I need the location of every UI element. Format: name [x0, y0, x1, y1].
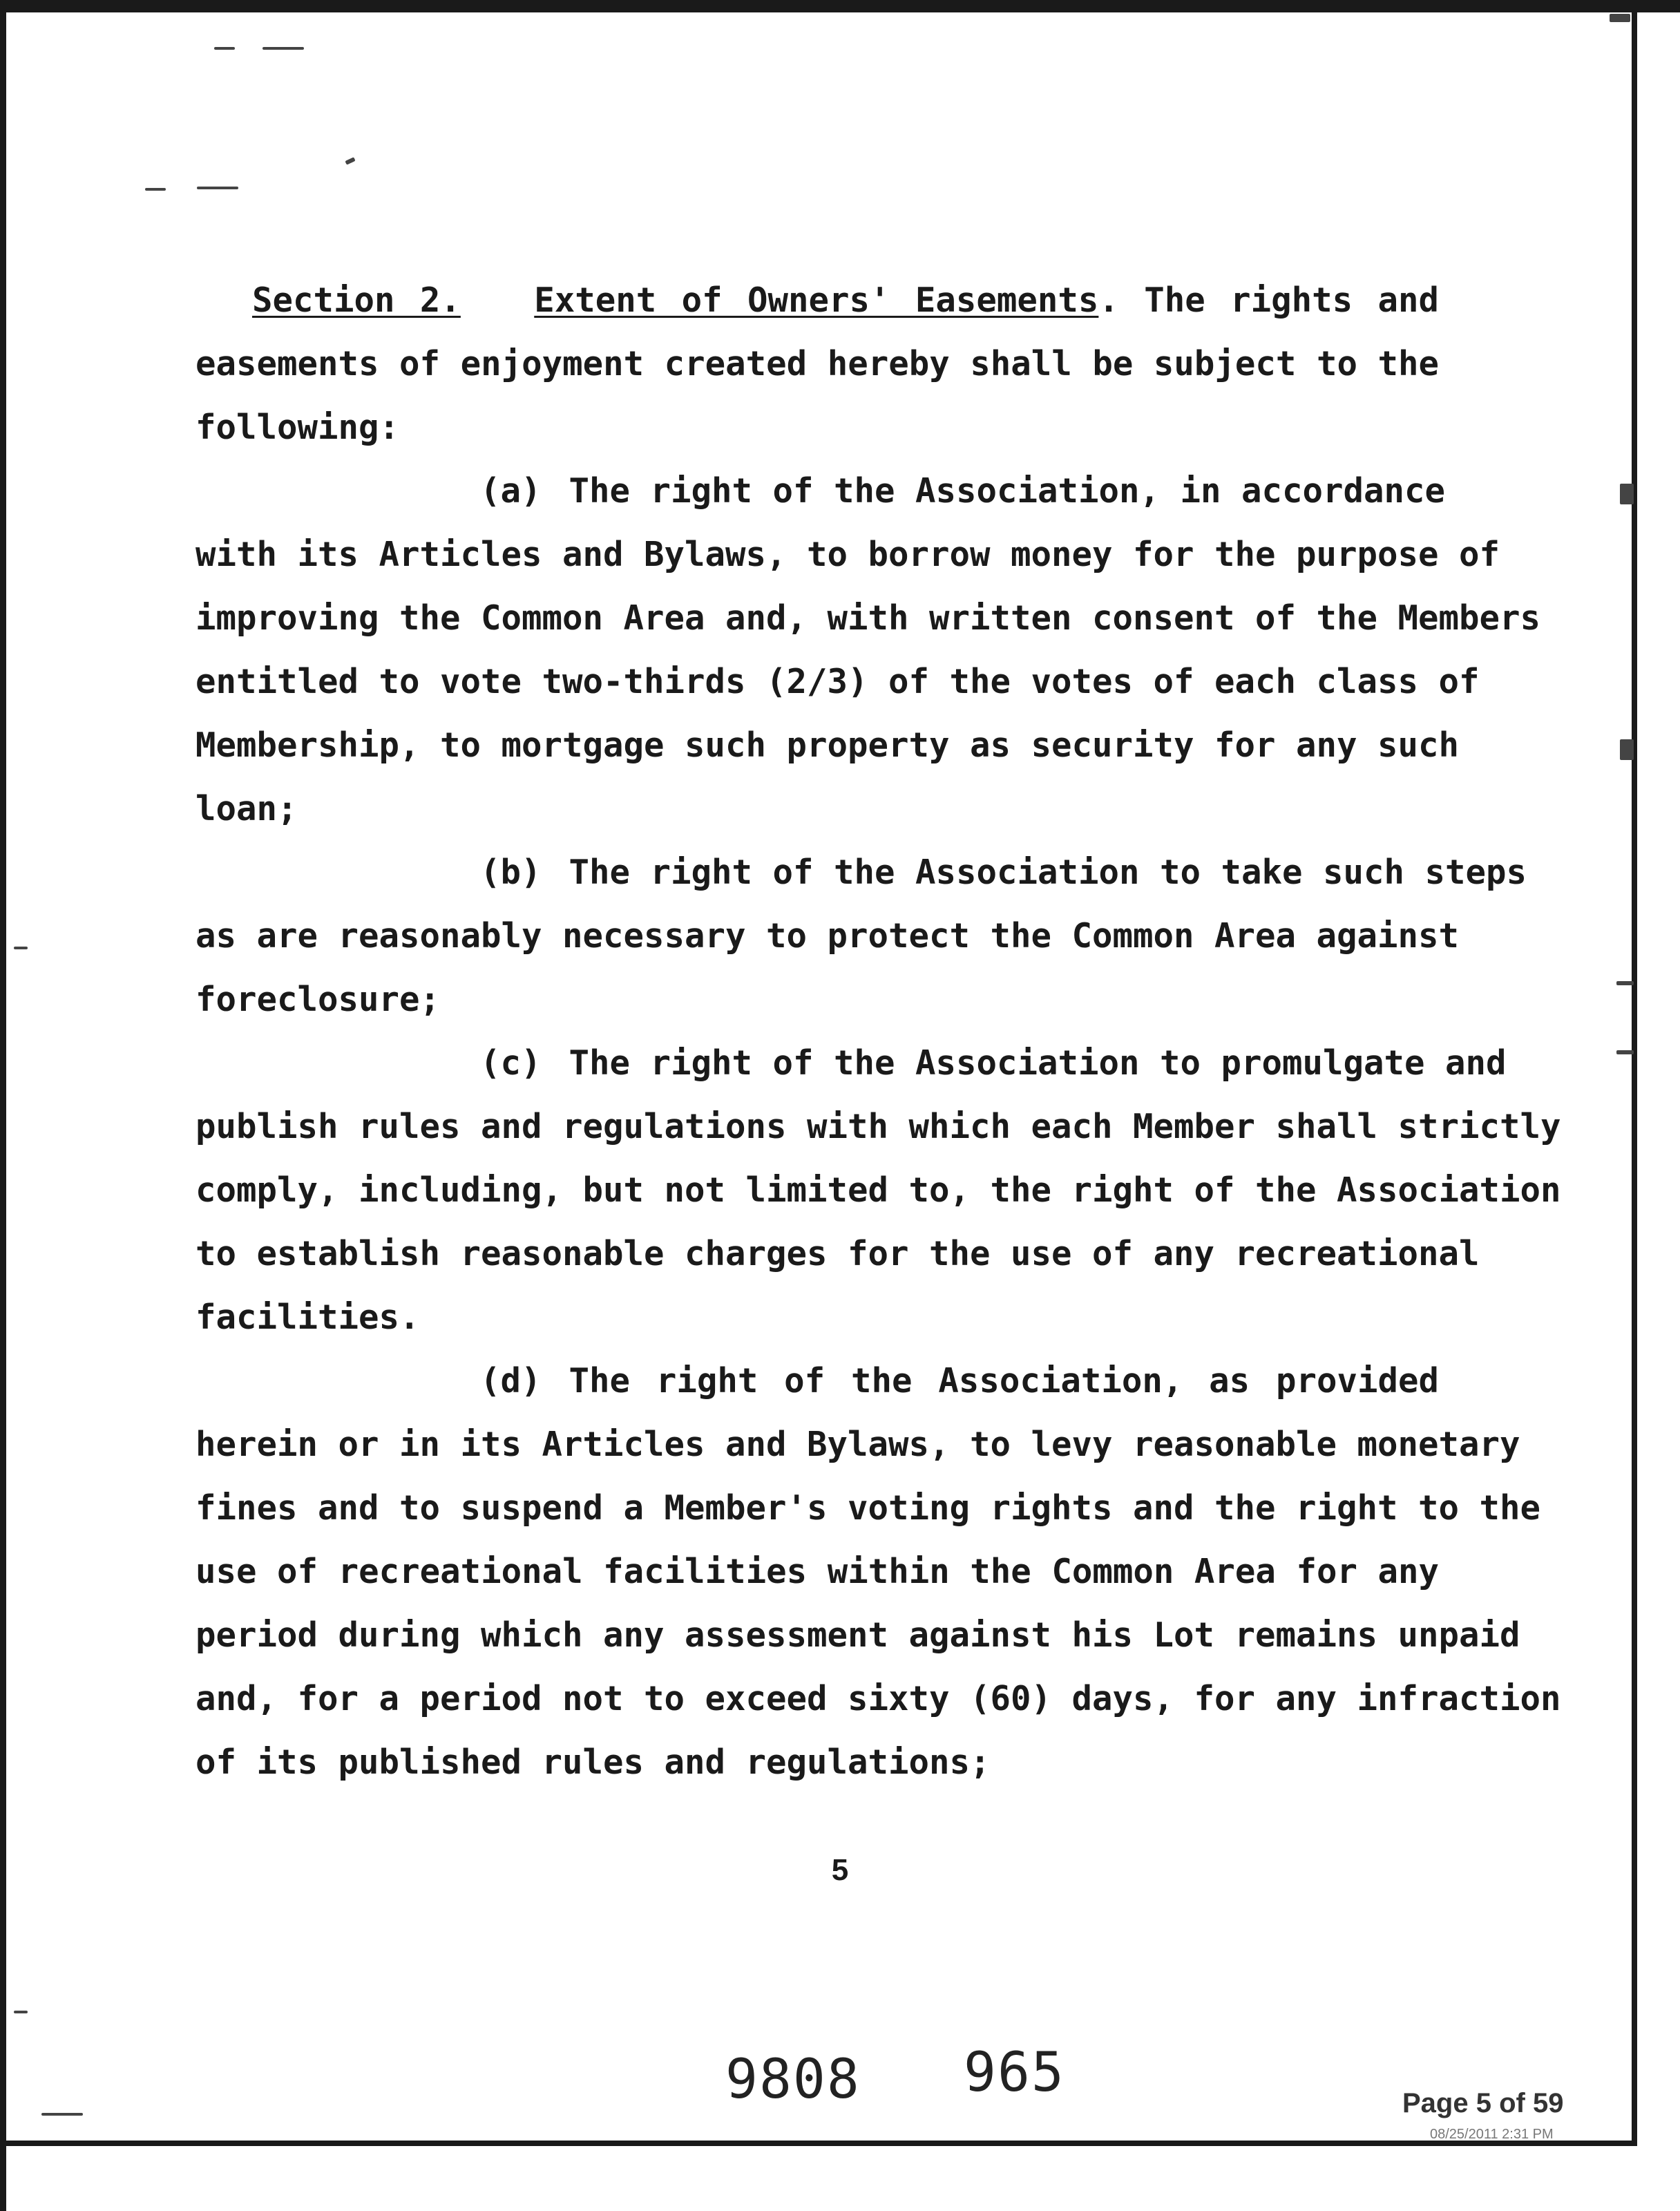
scan-speck [1616, 1050, 1634, 1054]
paragraph-label: (b) [480, 853, 542, 892]
paragraph-d-line: and, for a period not to exceed sixty (60) days, for any infraction [195, 1679, 1561, 1718]
paragraph-a-line: improving the Common Area and, with written consent of the Members [195, 598, 1541, 638]
paragraph-d-line: fines and to suspend a Member's voting rights and the right to the [195, 1488, 1541, 1528]
scan-speck [1620, 484, 1634, 504]
paragraph-d-line: herein or in its Articles and Bylaws, to levy reasonable monetary [195, 1425, 1520, 1464]
page-number: 5 [831, 1853, 849, 1887]
paragraph-a-first-line [480, 471, 1446, 512]
paragraph-d-opening: The right of the Association, as provided [569, 1361, 1439, 1401]
scan-speck [262, 47, 304, 50]
scan-speck [1616, 981, 1634, 985]
scan-speck [14, 2011, 28, 2013]
paragraph-b-line: foreclosure; [195, 980, 441, 1019]
scan-border-right [1632, 12, 1637, 2144]
recording-book-number: 9808 [725, 2049, 861, 2111]
section-intro-text: The rights and [1144, 281, 1439, 320]
paragraph-a-line: loan; [195, 789, 298, 828]
scan-border-top [0, 0, 1680, 12]
paragraph-d-line: period during which any assessment against his Lot remains unpaid [195, 1615, 1520, 1655]
scan-speck [1610, 14, 1630, 22]
paragraph-a-line: entitled to vote two-thirds (2/3) of the votes of each class of [195, 662, 1480, 701]
section-number: Section 2. [252, 281, 461, 320]
paragraph-d-line: of its published rules and regulations; [195, 1743, 991, 1782]
paragraph-c-line: publish rules and regulations with which each Member shall strictly [195, 1107, 1561, 1146]
paragraph-d-line: use of recreational facilities within the Common Area for any [195, 1552, 1439, 1591]
paragraph-a-opening: The right of the Association, in accordance [569, 471, 1446, 511]
scan-speck [214, 47, 235, 50]
paragraph-c-first-line [480, 1043, 1507, 1084]
paragraph-d-first-line [480, 1360, 1439, 1402]
paragraph-c-line: comply, including, but not limited to, the right of the Association [195, 1170, 1561, 1210]
scan-border-bottom [0, 2141, 1637, 2146]
recording-page-number: 965 [964, 2042, 1065, 2104]
paragraph-b-opening: The right of the Association to take such steps [569, 853, 1527, 892]
paragraph-c-line: facilities. [195, 1298, 420, 1337]
paragraph-b-first-line [480, 852, 1527, 893]
paragraph-label: (a) [480, 471, 542, 511]
print-timestamp: 08/25/2011 2:31 PM [1430, 2127, 1554, 2142]
paragraph-b-line: as are reasonably necessary to protect the Common Area against [195, 916, 1460, 956]
paragraph-label: (c) [480, 1043, 542, 1083]
scan-speck [197, 187, 238, 189]
paragraph-c-line: to establish reasonable charges for the use of any recreational [195, 1234, 1480, 1273]
section-title: Extent of Owners' Easements [534, 281, 1099, 320]
intro-line: following: [195, 408, 400, 447]
paragraph-a-line: with its Articles and Bylaws, to borrow money for the purpose of [195, 535, 1500, 574]
section-heading-line [195, 280, 1439, 321]
scan-speck [145, 188, 166, 191]
scan-speck [41, 2113, 83, 2116]
section-title-period: . [1098, 281, 1119, 320]
paragraph-a-line: Membership, to mortgage such property as security for any such [195, 725, 1460, 765]
paragraph-c-opening: The right of the Association to promulgate and [569, 1043, 1507, 1083]
scan-speck [345, 157, 355, 164]
page-count-label: Page 5 of 59 [1402, 2088, 1564, 2118]
scan-speck [14, 947, 28, 949]
scan-speck [1620, 739, 1634, 760]
intro-line: easements of enjoyment created hereby shall be subject to the [195, 344, 1439, 383]
paragraph-label: (d) [480, 1361, 542, 1401]
